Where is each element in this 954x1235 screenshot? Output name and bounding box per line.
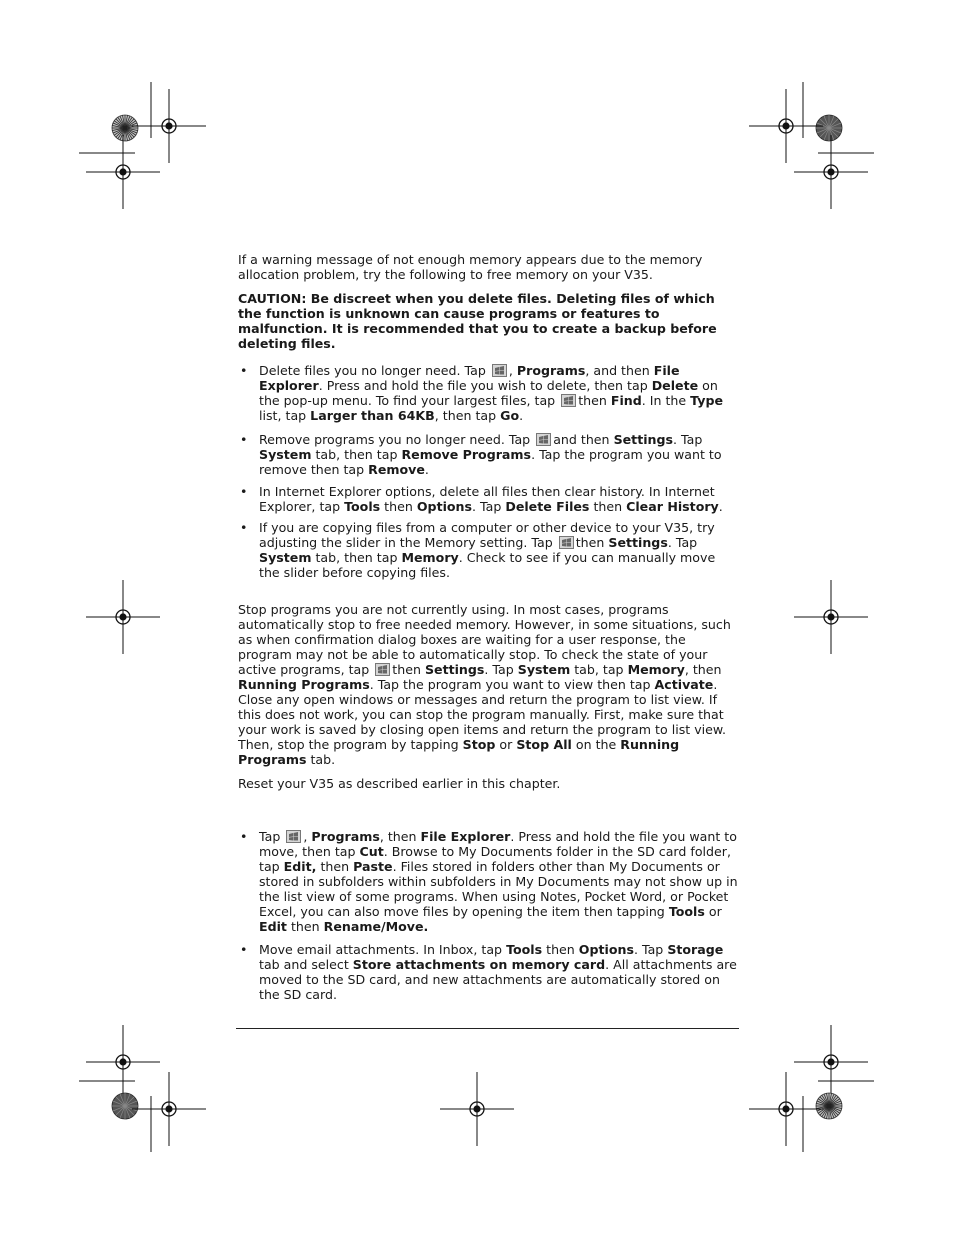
footer-rule bbox=[236, 1028, 739, 1029]
registration-target bbox=[794, 1025, 868, 1099]
registration-target bbox=[794, 580, 868, 654]
start-icon bbox=[492, 364, 507, 377]
page-content bbox=[238, 252, 738, 1002]
color-wheel bbox=[816, 1093, 842, 1119]
list-item: • Move email attachments. In Inbox, tap Tools then Options. Tap Storage tab and select Store attachments on memory card. All attachments are moved to the SD card, and new attachments are automatically stored on the SD card. bbox=[238, 942, 738, 1002]
start-icon bbox=[375, 663, 390, 676]
registration-target bbox=[86, 1025, 160, 1099]
start-icon bbox=[536, 433, 551, 446]
registration-target bbox=[132, 89, 206, 163]
intro-paragraph: If a warning message of not enough memory appears due to the memory allocation problem, try the following to free memory on your V35. bbox=[238, 252, 703, 282]
list-item: • Delete files you no longer need. Tap , Programs, and then File Explorer. Press and hold the file you wish to delete, then tap Delete on the pop-up menu. To find your largest files, tap then Find. In the Type list, tap Larger than 64KB, then tap Go. bbox=[238, 363, 738, 423]
list-item: • In Internet Explorer options, delete all files then clear history. In Internet Explorer, tap Tools then Options. Tap Delete Files then Clear History. bbox=[238, 484, 738, 514]
storage-tips-list bbox=[238, 829, 738, 1002]
list-item: • If you are copying files from a computer or other device to your V35, try adjusting the slider in the Memory setting. Tap then Settings. Tap System tab, then tap Memory. Check to see if you can manually move the slider before copying files. bbox=[238, 520, 738, 580]
registration-target bbox=[86, 580, 160, 654]
registration-target bbox=[749, 89, 823, 163]
stop-programs-paragraph: Stop programs you are not currently using. In most cases, programs automatically stop to free needed memory. However, in some situations, such as when confirmation dialog boxes are waiting for a user response, the program may not be able to automatically stop. To check the state of your active programs, tap then Settings. Tap System tab, tap Memory, then Running Programs. Tap the program you want to view then tap Activate. Close any open windows or messages and return the program to list view. If this does not work, you can stop the program manually. First, make sure that your work is saved by closing open items and return the program to list view. Then, stop the program by tapping Stop or Stop All on the Running Programs tab. bbox=[238, 602, 731, 767]
list-item: • Tap , Programs, then File Explorer. Press and hold the file you want to move, then tap Cut. Browse to My Documents folder in the SD card folder, tap Edit, then Paste. Files stored in folders other than My Documents or stored in subfolders within subfolders in My Documents may not show up in the list view of some programs. When using Notes, Pocket Word, or Pocket Excel, you can also move files by opening the item then tapping Tools or Edit then Rename/Move. bbox=[238, 829, 738, 934]
list-item: • Remove programs you no longer need. Tap and then Settings. Tap System tab, then tap Remove Programs. Tap the program you want to remove then tap Remove. bbox=[238, 432, 738, 477]
registration-target bbox=[749, 1072, 823, 1146]
color-wheel bbox=[112, 115, 138, 141]
color-wheel bbox=[816, 115, 842, 141]
registration-target bbox=[132, 1072, 206, 1146]
caution-paragraph: CAUTION: Be discreet when you delete files. Deleting files of which the function is unknown can cause programs or features to malfunction. It is recommended that you to create a backup before deleting files. bbox=[238, 291, 717, 351]
memory-tips-list bbox=[238, 363, 738, 580]
reset-paragraph: Reset your V35 as described earlier in this chapter. bbox=[238, 776, 561, 791]
color-wheel bbox=[112, 1093, 138, 1119]
registration-target bbox=[794, 135, 868, 209]
start-icon bbox=[561, 394, 576, 407]
registration-target bbox=[86, 135, 160, 209]
start-icon bbox=[559, 536, 574, 549]
start-icon bbox=[286, 830, 301, 843]
registration-target bbox=[440, 1072, 514, 1146]
